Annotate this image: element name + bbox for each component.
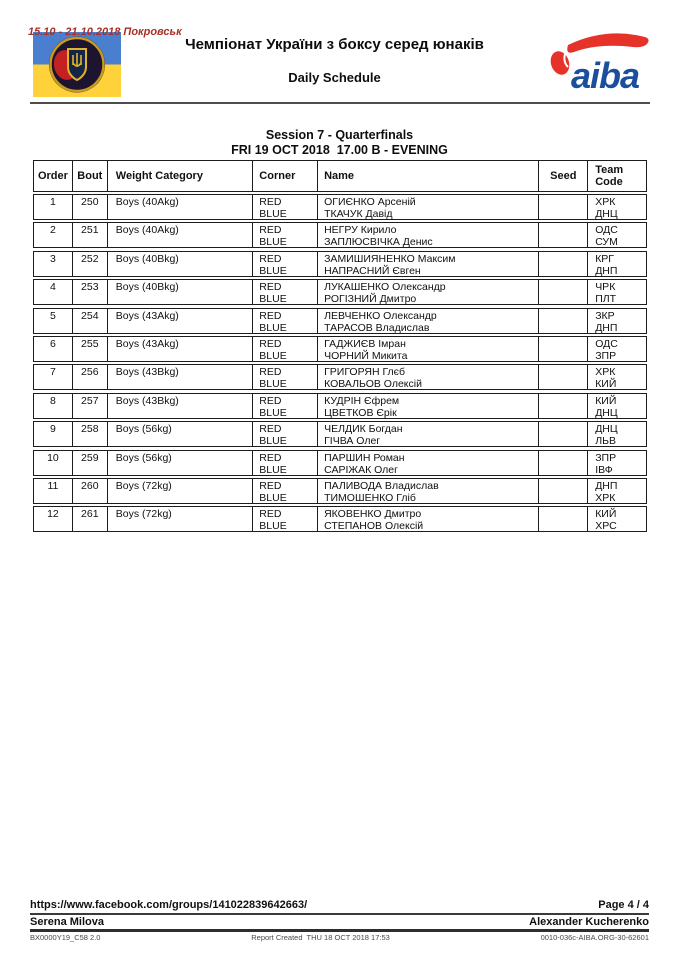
red-corner-label: RED: [259, 252, 282, 265]
team-cell: [588, 422, 646, 446]
blue-team-code: ЗПР: [595, 349, 617, 361]
red-boxer-name: ЗАМИШИЯНЕНКО Максим: [324, 252, 456, 265]
red-corner-label: RED: [259, 451, 282, 464]
blue-team-code: ДНЦ: [595, 406, 618, 418]
corner-cell: [253, 422, 318, 446]
name-cell: [318, 451, 539, 475]
red-boxer-name: ГАДЖИЄВ Імран: [324, 337, 406, 350]
weight-cell: Boys (56kg): [108, 422, 254, 446]
team-cell: [588, 223, 646, 247]
weight-cell: Boys (43Bkg): [108, 394, 254, 418]
official-left: Serena Milova: [30, 916, 104, 928]
corner-cell: [253, 337, 318, 361]
table-row: [33, 194, 647, 220]
table-row: [33, 308, 647, 334]
session-title-block: [0, 128, 679, 158]
weight-cell: Boys (40Bkg): [108, 252, 254, 276]
bout-cell: 261: [73, 507, 108, 531]
blue-corner-label: BLUE: [259, 406, 287, 418]
bout-cell: 260: [73, 479, 108, 503]
seed-cell: [539, 252, 588, 276]
red-corner-label: RED: [259, 281, 282, 294]
red-corner-label: RED: [259, 394, 282, 407]
header-divider: [30, 102, 650, 104]
bout-cell: 258: [73, 422, 108, 446]
col-header-corner: Corner: [253, 161, 318, 191]
table-row: [33, 364, 647, 390]
blue-boxer-name: ЦВЕТКОВ Єрік: [324, 406, 397, 418]
table-body: [33, 194, 647, 532]
name-cell: [318, 252, 539, 276]
blue-corner-label: BLUE: [259, 236, 287, 248]
blue-boxer-name: САРІЖАК Олег: [324, 463, 398, 475]
blue-corner-label: BLUE: [259, 435, 287, 447]
blue-corner-label: BLUE: [259, 349, 287, 361]
red-boxer-name: ОГИЄНКО Арсеній: [324, 196, 416, 208]
blue-team-code: ДНП: [595, 264, 618, 276]
page-footer: [30, 899, 649, 942]
col-header-team: Team Code: [595, 164, 624, 188]
blue-boxer-name: РОГІЗНИЙ Дмитро: [324, 293, 417, 305]
red-boxer-name: ЛУКАШЕНКО Олександр: [324, 281, 446, 294]
red-team-code: КИЙ: [595, 394, 617, 407]
blue-team-code: СУМ: [595, 236, 618, 248]
blue-team-code: КИЙ: [595, 378, 617, 390]
blue-boxer-name: ГІЧВА Олег: [324, 435, 381, 447]
blue-corner-label: BLUE: [259, 378, 287, 390]
table-row: [33, 421, 647, 447]
report-created: Report Created THU 18 OCT 2018 17:53: [251, 933, 390, 942]
page-title: Чемпіонат України з боксу серед юнаків: [185, 36, 484, 53]
bout-cell: 254: [73, 309, 108, 333]
red-boxer-name: ГРИГОРЯН Глєб: [324, 366, 406, 379]
team-cell: [588, 280, 646, 304]
blue-corner-label: BLUE: [259, 264, 287, 276]
blue-team-code: ХРК: [595, 491, 616, 503]
blue-boxer-name: ТИМОШЕНКО Гліб: [324, 491, 416, 503]
weight-cell: Boys (40Bkg): [108, 280, 254, 304]
name-cell: [318, 223, 539, 247]
corner-cell: [253, 507, 318, 531]
red-team-code: ОДС: [595, 337, 618, 350]
team-cell: [588, 252, 646, 276]
corner-cell: [253, 479, 318, 503]
red-team-code: ХРК: [595, 366, 616, 379]
name-cell: [318, 422, 539, 446]
blue-team-code: ПЛТ: [595, 293, 617, 305]
red-corner-label: RED: [259, 196, 282, 208]
blue-boxer-name: ТАРАСОВ Владислав: [324, 321, 430, 333]
seed-cell: [539, 195, 588, 219]
order-cell: 10: [34, 451, 73, 475]
footer-codes-row: [30, 933, 649, 942]
blue-boxer-name: ЗАПЛЮСВІЧКА Денис: [324, 236, 433, 248]
corner-cell: [253, 451, 318, 475]
bout-cell: 253: [73, 280, 108, 304]
seed-cell: [539, 280, 588, 304]
corner-cell: [253, 252, 318, 276]
col-header-order: Order: [34, 161, 73, 191]
footer-link-row: [30, 899, 649, 915]
seed-cell: [539, 223, 588, 247]
blue-boxer-name: СТЕПАНОВ Олексій: [324, 520, 424, 532]
blue-team-code: ЛЬВ: [595, 435, 616, 447]
corner-cell: [253, 280, 318, 304]
footer-names-row: [30, 915, 649, 932]
blue-corner-label: BLUE: [259, 208, 287, 219]
page-number: Page 4 / 4: [598, 899, 649, 911]
team-cell: [588, 337, 646, 361]
order-cell: 2: [34, 223, 73, 247]
blue-team-code: ДНЦ: [595, 208, 618, 219]
red-corner-label: RED: [259, 337, 282, 350]
col-header-bout: Bout: [73, 161, 108, 191]
red-corner-label: RED: [259, 366, 282, 379]
corner-cell: [253, 195, 318, 219]
red-team-code: КРГ: [595, 252, 614, 265]
red-boxer-name: ПАЛИВОДА Владислав: [324, 479, 439, 492]
blue-corner-label: BLUE: [259, 321, 287, 333]
table-header-row: [33, 160, 647, 192]
weight-cell: Boys (72kg): [108, 507, 254, 531]
name-cell: [318, 280, 539, 304]
order-cell: 1: [34, 195, 73, 219]
red-team-code: ЗКР: [595, 309, 615, 322]
col-header-seed: Seed: [539, 161, 588, 191]
order-cell: 7: [34, 365, 73, 389]
bout-cell: 251: [73, 223, 108, 247]
seed-cell: [539, 337, 588, 361]
red-boxer-name: ЯКОВЕНКО Дмитро: [324, 508, 422, 521]
bout-cell: 256: [73, 365, 108, 389]
blue-team-code: ДНП: [595, 321, 618, 333]
weight-cell: Boys (40Akg): [108, 223, 254, 247]
aiba-logo-text: aiba: [571, 55, 640, 96]
blue-team-code: ІВФ: [595, 463, 613, 475]
order-cell: 11: [34, 479, 73, 503]
red-corner-label: RED: [259, 224, 282, 237]
name-cell: [318, 479, 539, 503]
session-datetime: FRI 19 OCT 2018 17.00 B - EVENING: [231, 143, 448, 157]
team-cell: [588, 479, 646, 503]
red-boxer-name: НЕГРУ Кирило: [324, 224, 397, 237]
table-row: [33, 450, 647, 476]
order-cell: 4: [34, 280, 73, 304]
order-cell: 5: [34, 309, 73, 333]
red-team-code: ХРК: [595, 196, 616, 208]
blue-boxer-name: НАПРАСНИЙ Євген: [324, 264, 421, 276]
col-header-name: Name: [318, 161, 539, 191]
weight-cell: Boys (43Bkg): [108, 365, 254, 389]
red-team-code: ЗПР: [595, 451, 617, 464]
order-cell: 9: [34, 422, 73, 446]
order-cell: 12: [34, 507, 73, 531]
table-row: [33, 251, 647, 277]
table-row: [33, 279, 647, 305]
seed-cell: [539, 451, 588, 475]
aiba-logo-icon: [544, 25, 659, 97]
red-boxer-name: ПАРШИН Роман: [324, 451, 405, 464]
seed-cell: [539, 507, 588, 531]
red-boxer-name: ЧЕЛДИК Богдан: [324, 423, 403, 436]
red-team-code: ДНП: [595, 479, 618, 492]
weight-cell: Boys (43Akg): [108, 337, 254, 361]
table-row: [33, 393, 647, 419]
page-subtitle: Daily Schedule: [288, 70, 381, 85]
red-corner-label: RED: [259, 508, 282, 521]
team-cell: [588, 365, 646, 389]
bout-cell: 257: [73, 394, 108, 418]
col-header-weight: Weight Category: [108, 161, 254, 191]
order-cell: 8: [34, 394, 73, 418]
team-cell: [588, 507, 646, 531]
doc-code: 0010-036c-AIBA.ORG-30-62601: [540, 933, 649, 942]
name-cell: [318, 507, 539, 531]
table-row: [33, 478, 647, 504]
weight-cell: Boys (40Akg): [108, 195, 254, 219]
weight-cell: Boys (43Akg): [108, 309, 254, 333]
bout-cell: 255: [73, 337, 108, 361]
event-dates-stamp: 15.10 - 21.10.2018 Покровськ: [28, 26, 182, 38]
seed-cell: [539, 479, 588, 503]
corner-cell: [253, 365, 318, 389]
bout-cell: 252: [73, 252, 108, 276]
facebook-link[interactable]: https://www.facebook.com/groups/141022839642663/: [30, 899, 308, 911]
seed-cell: [539, 309, 588, 333]
table-row: [33, 506, 647, 532]
name-cell: [318, 365, 539, 389]
corner-cell: [253, 394, 318, 418]
team-cell: [588, 309, 646, 333]
corner-cell: [253, 309, 318, 333]
bout-cell: 250: [73, 195, 108, 219]
name-cell: [318, 394, 539, 418]
blue-corner-label: BLUE: [259, 463, 287, 475]
name-cell: [318, 309, 539, 333]
team-cell: [588, 451, 646, 475]
blue-corner-label: BLUE: [259, 491, 287, 503]
name-cell: [318, 195, 539, 219]
seed-cell: [539, 394, 588, 418]
red-team-code: ОДС: [595, 224, 618, 237]
report-code: BX0000Y19_C58 2.0: [30, 933, 101, 942]
team-cell: [588, 195, 646, 219]
session-title: Session 7 - Quarterfinals: [265, 128, 414, 142]
seed-cell: [539, 422, 588, 446]
table-row: [33, 222, 647, 248]
red-corner-label: RED: [259, 479, 282, 492]
team-cell: [588, 394, 646, 418]
corner-cell: [253, 223, 318, 247]
seed-cell: [539, 365, 588, 389]
blue-corner-label: BLUE: [259, 520, 287, 532]
name-cell: [318, 337, 539, 361]
blue-boxer-name: ЧОРНИЙ Микита: [324, 349, 408, 361]
red-boxer-name: ЛЕВЧЕНКО Олександр: [324, 309, 437, 322]
red-team-code: ЧРК: [595, 281, 616, 294]
bout-cell: 259: [73, 451, 108, 475]
table-row: [33, 336, 647, 362]
header-titles: [120, 36, 549, 85]
order-cell: 3: [34, 252, 73, 276]
weight-cell: Boys (56kg): [108, 451, 254, 475]
blue-boxer-name: ТКАЧУК Давід: [324, 208, 393, 219]
weight-cell: Boys (72kg): [108, 479, 254, 503]
red-boxer-name: КУДРІН Єфрем: [324, 394, 400, 407]
red-team-code: ДНЦ: [595, 423, 618, 436]
bout-table: [33, 160, 647, 535]
order-cell: 6: [34, 337, 73, 361]
blue-boxer-name: КОВАЛЬОВ Олексій: [324, 378, 422, 390]
blue-team-code: ХРС: [595, 520, 617, 532]
red-corner-label: RED: [259, 309, 282, 322]
federation-flag-logo-icon: [33, 32, 121, 97]
blue-corner-label: BLUE: [259, 293, 287, 305]
official-right: Alexander Kucherenko: [529, 916, 649, 928]
red-team-code: КИЙ: [595, 508, 617, 521]
red-corner-label: RED: [259, 423, 282, 436]
